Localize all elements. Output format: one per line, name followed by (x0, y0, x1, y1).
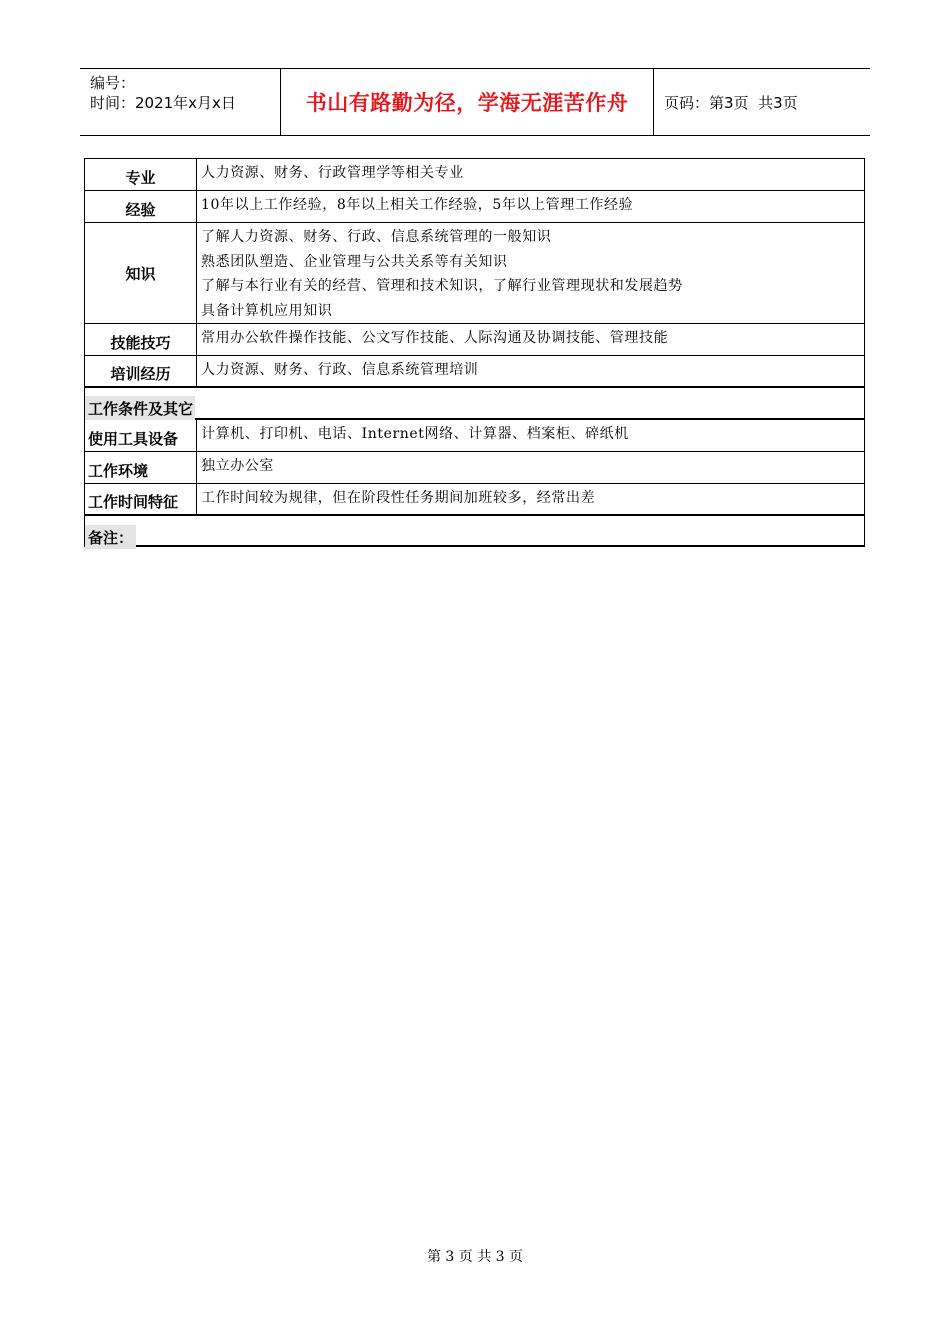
date-label: 时间：2021年x月x日 (90, 94, 236, 112)
remark-label: 备注： (85, 525, 136, 549)
row-value: 计算机、打印机、电话、Internet网络、计算器、档案柜、碎纸机 (201, 426, 629, 442)
row-label: 使用工具设备 (85, 420, 197, 451)
row-value: 人力资源、财务、行政、信息系统管理培训 (201, 362, 479, 378)
section-header-conditions (85, 388, 864, 420)
row-label: 工作时间特征 (85, 484, 197, 514)
header-page-info: 页码：第3页 共3页 (664, 93, 798, 112)
table-row-experience (85, 191, 864, 223)
table-row-knowledge (85, 223, 864, 324)
header-meta (80, 69, 281, 135)
knowledge-line: 熟悉团队塑造、企业管理与公共关系等有关知识 (201, 253, 508, 270)
section-title: 工作条件及其它 (85, 396, 195, 420)
table-row-skills (85, 324, 864, 356)
header-motto: 书山有路勤为径，学海无涯苦作舟 (281, 69, 654, 135)
row-value: 人力资源、财务、行政管理学等相关专业 (201, 165, 464, 181)
row-value: 常用办公软件操作技能、公文写作技能、人际沟通及协调技能、管理技能 (201, 330, 669, 346)
row-value: 独立办公室 (201, 458, 274, 474)
table-row-work-hours (85, 484, 864, 516)
code-label: 编号： (90, 74, 136, 92)
row-label: 工作环境 (85, 452, 197, 483)
row-label: 培训经历 (85, 356, 197, 386)
page-header (80, 68, 870, 136)
knowledge-line: 具备计算机应用知识 (201, 302, 333, 319)
page-footer: 第 3 页 共 3 页 (426, 1249, 524, 1265)
row-label: 技能技巧 (85, 324, 197, 355)
row-value: 10年以上工作经验，8年以上相关工作经验，5年以上管理工作经验 (201, 197, 634, 213)
row-label: 专业 (85, 159, 197, 190)
knowledge-line: 了解人力资源、财务、行政、信息系统管理的一般知识 (201, 229, 552, 245)
table-row-environment (85, 452, 864, 484)
row-label: 知识 (85, 223, 197, 323)
remark-row (85, 516, 864, 546)
table-row-training (85, 356, 864, 388)
table-row-major (85, 159, 864, 191)
row-value-lines (198, 223, 864, 323)
table-row-tools (85, 420, 864, 452)
job-requirements-table (84, 158, 865, 547)
row-value: 工作时间较为规律，但在阶段性任务期间加班较多，经常出差 (201, 490, 596, 506)
knowledge-line: 了解与本行业有关的经营、管理和技术知识，了解行业管理现状和发展趋势 (201, 278, 683, 294)
row-label: 经验 (85, 191, 197, 222)
